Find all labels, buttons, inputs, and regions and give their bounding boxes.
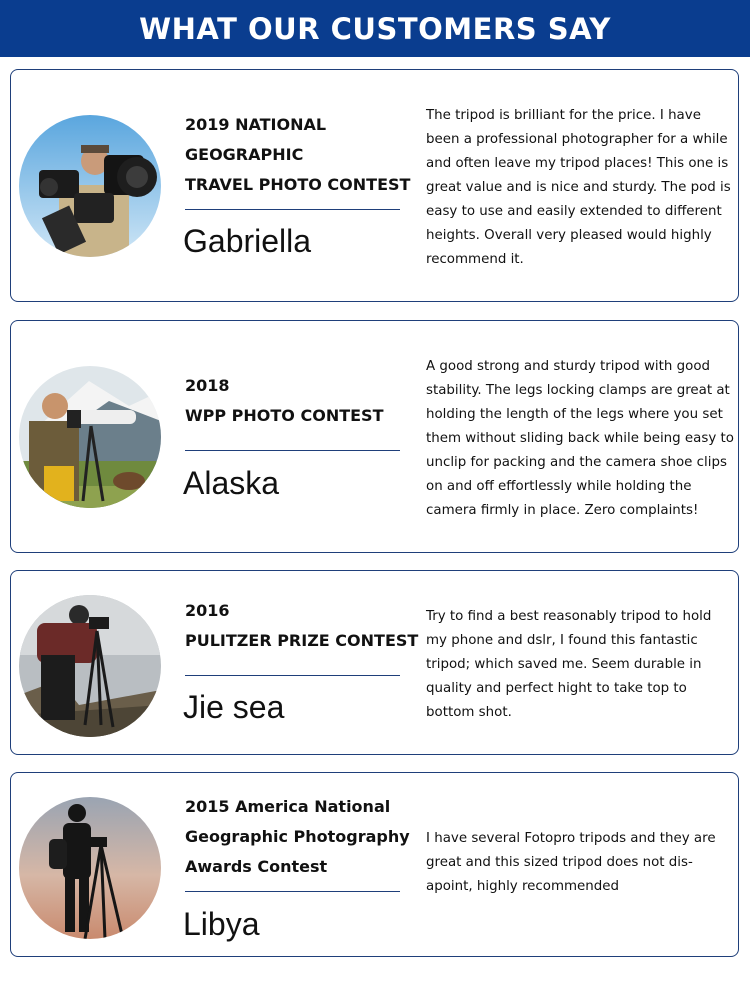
- contest-title: 2019 NATIONAL GEOGRAPHIC TRAVEL PHOTO CONTEST: [185, 115, 411, 194]
- divider: [185, 675, 400, 676]
- testimonial-card: [10, 570, 739, 755]
- contest-title: 2018 WPP PHOTO CONTEST: [185, 376, 384, 425]
- customer-name: Libya: [183, 906, 260, 942]
- testimonial-card: [10, 772, 739, 957]
- divider: [185, 450, 400, 451]
- divider: [185, 891, 400, 892]
- divider: [185, 209, 400, 210]
- testimonial-card: [10, 320, 739, 553]
- customer-name: Jie sea: [183, 689, 285, 725]
- photographer-photo: [19, 115, 161, 257]
- customer-name: Gabriella: [183, 223, 312, 259]
- photographer-photo: [19, 366, 161, 508]
- header-title: WHAT OUR CUSTOMERS SAY: [139, 11, 611, 46]
- contest-title: 2015 America National Geographic Photography Awards Contest: [185, 797, 410, 876]
- page-header: [0, 0, 750, 57]
- testimonial-card: [10, 69, 739, 302]
- photographer-photo: [19, 595, 161, 737]
- review-text: Try to find a best reasonably tripod to hold my phone and dslr, I found this fantastic tripod; which saved me. Seem durable in quality and perfect hight to take top to bottom shot.: [426, 609, 712, 720]
- review-text: The tripod is brilliant for the price. I have been a professional photographer for a while and often leave my tripod places! This one is great value and is nice and sturdy. The pod is easy to use and easily extended to different heights. Overall very pleased would highly recommend it.: [426, 108, 731, 267]
- contest-title: 2016 PULITZER PRIZE CONTEST: [185, 601, 419, 650]
- customer-name: Alaska: [183, 465, 280, 501]
- review-text: A good strong and sturdy tripod with good stability. The legs locking clamps are great at holding the length of the legs where you set them without sliding back while being easy to unclip for packing and the camera shoe clips on and off effortlessly while holding the camera firmly in place. Zero complaints!: [426, 359, 734, 518]
- photographer-photo: [19, 797, 161, 939]
- review-text: I have several Fotopro tripods and they are great and this sized tripod does not dis-apoint, highly recommended: [426, 831, 716, 894]
